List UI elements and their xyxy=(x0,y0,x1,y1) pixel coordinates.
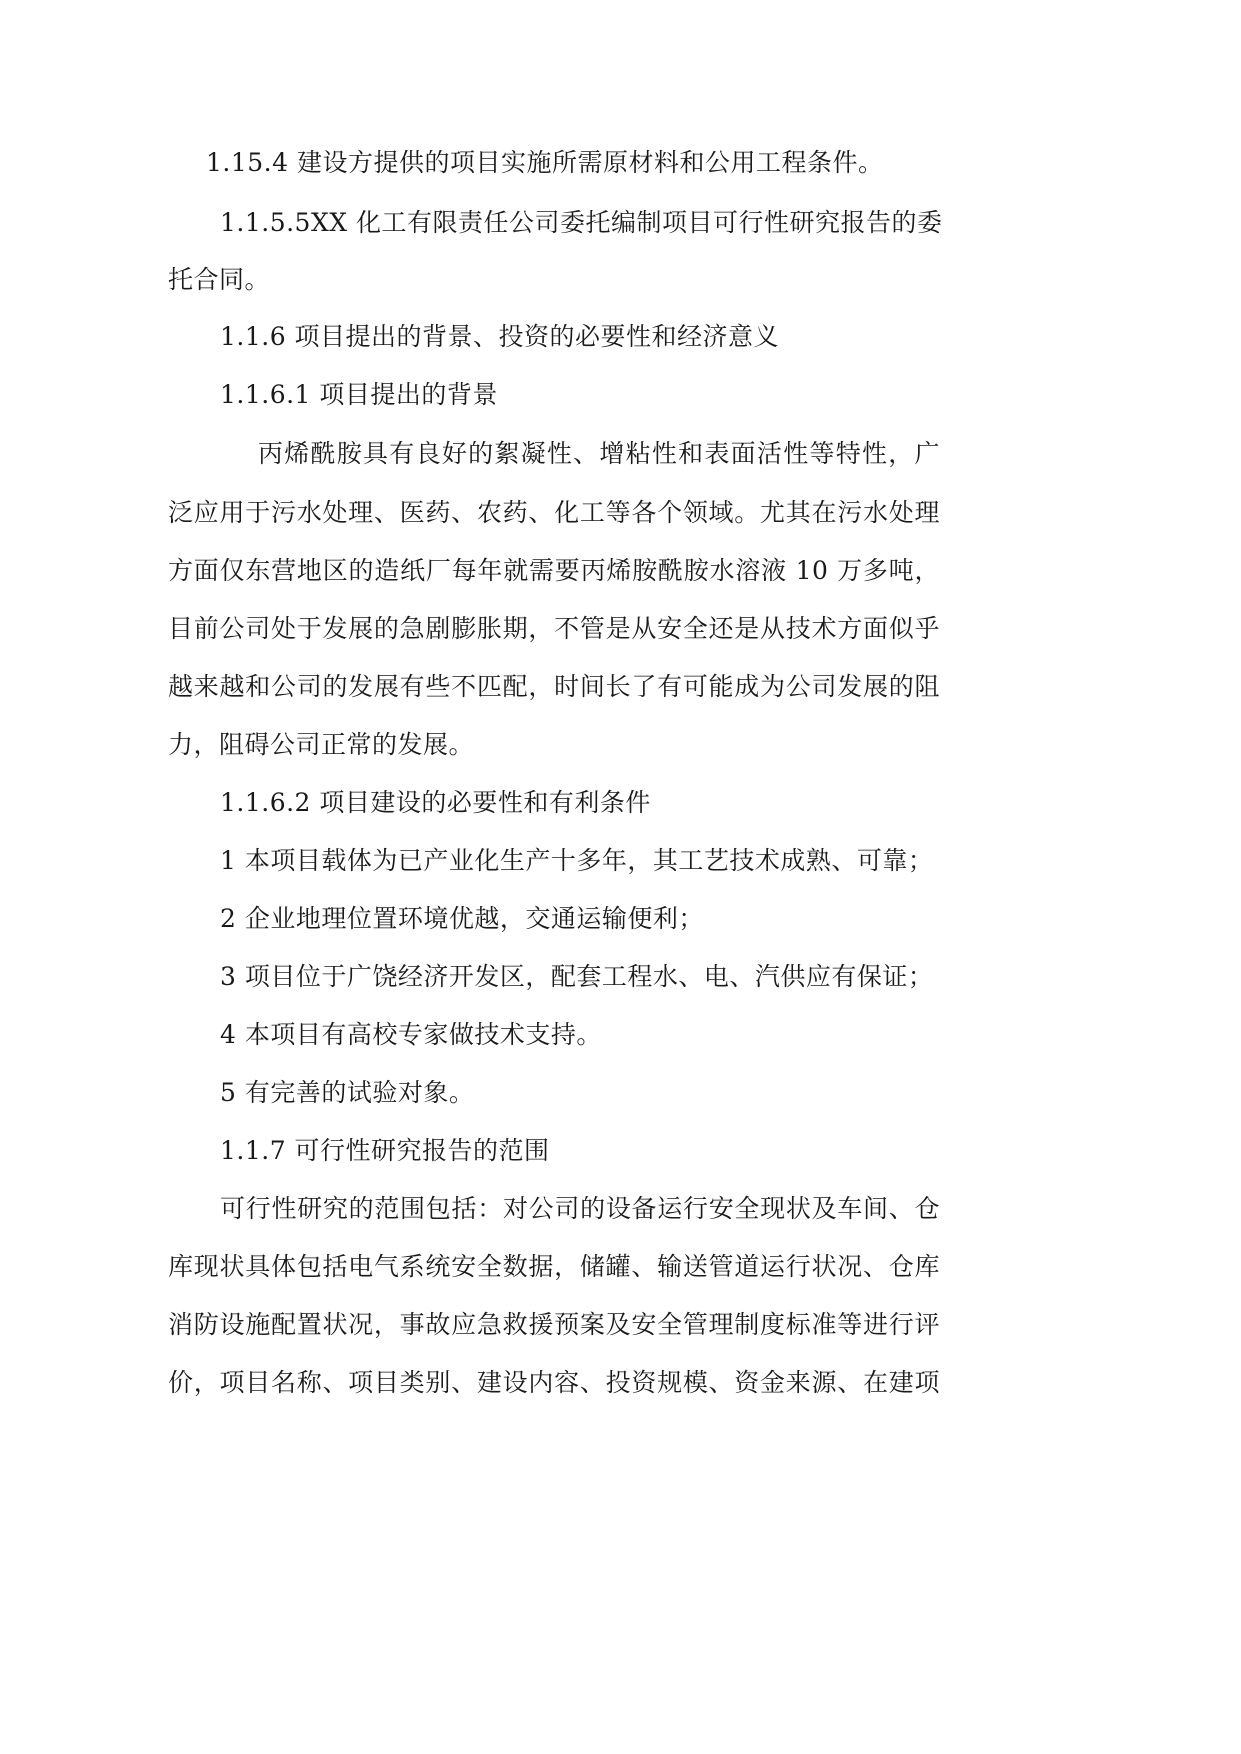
list-item-3: 3 项目位于广饶经济开发区，配套工程水、电、汽供应有保证； xyxy=(220,962,934,991)
heading-1-1-7: 1.1.7 可行性研究报告的范围 xyxy=(220,1136,550,1165)
list-item-2: 2 企业地理位置环境优越，交通运输便利； xyxy=(220,904,704,933)
scope-para-line-1: 可行性研究的范围包括：对公司的设备运行安全现状及车间、仓 xyxy=(220,1194,940,1223)
background-para-line-3: 方面仅东营地区的造纸厂每年就需要丙烯胺酰胺水溶液 10 万多吨， xyxy=(168,556,940,585)
background-para-line-4: 目前公司处于发展的急剧膨胀期，不管是从安全还是从技术方面似乎 xyxy=(168,614,940,643)
background-para-line-6: 力，阻碍公司正常的发展。 xyxy=(168,730,475,759)
heading-1-1-6: 1.1.6 项目提出的背景、投资的必要性和经济意义 xyxy=(220,322,780,351)
heading-1-1-6-2: 1.1.6.2 项目建设的必要性和有利条件 xyxy=(220,788,651,817)
clause-1-1-5-5-line-2: 托合同。 xyxy=(168,265,271,294)
list-item-5: 5 有完善的试验对象。 xyxy=(220,1078,475,1107)
background-para-line-1: 丙烯酰胺具有良好的絮凝性、增粘性和表面活性等特性，广 xyxy=(258,439,940,468)
background-para-line-2: 泛应用于污水处理、医药、农药、化工等各个领域。尤其在污水处理 xyxy=(168,498,940,527)
list-item-4: 4 本项目有高校专家做技术支持。 xyxy=(220,1020,602,1049)
list-item-1: 1 本项目载体为已产业化生产十多年，其工艺技术成熟、可靠； xyxy=(220,846,934,875)
scope-para-line-2: 库现状具体包括电气系统安全数据，储罐、输送管道运行状况、仓库 xyxy=(168,1252,940,1281)
clause-1-1-5-5-line-1: 1.1.5.5XX 化工有限责任公司委托编制项目可行性研究报告的委 xyxy=(220,208,943,237)
scope-para-line-3: 消防设施配置状况，事故应急救援预案及安全管理制度标准等进行评 xyxy=(168,1310,940,1339)
scope-para-line-4: 价，项目名称、项目类别、建设内容、投资规模、资金来源、在建项 xyxy=(168,1368,940,1397)
heading-1-1-6-1: 1.1.6.1 项目提出的背景 xyxy=(220,380,498,409)
clause-1-15-4: 1.15.4 建设方提供的项目实施所需原材料和公用工程条件。 xyxy=(206,148,884,177)
background-para-line-5: 越来越和公司的发展有些不匹配，时间长了有可能成为公司发展的阻 xyxy=(168,672,940,701)
